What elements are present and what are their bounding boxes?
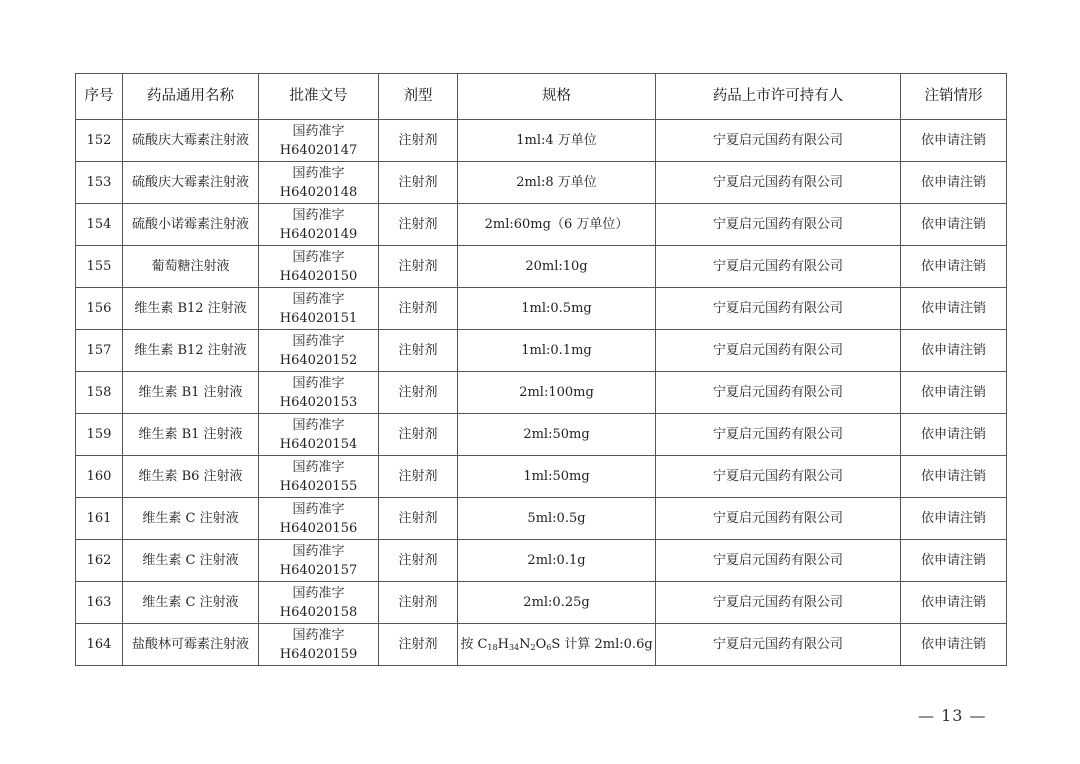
cancellation-status-cell: 依申请注销 xyxy=(901,498,1007,540)
approval-number-cell xyxy=(259,540,379,582)
license-holder-cell: 宁夏启元国药有限公司 xyxy=(656,288,901,330)
license-holder-cell: 宁夏启元国药有限公司 xyxy=(656,624,901,666)
serial-cell: 156 xyxy=(76,288,123,330)
specification-cell xyxy=(458,372,656,414)
spec-subscript: 18 xyxy=(487,643,498,652)
cancellation-status-cell: 依申请注销 xyxy=(901,120,1007,162)
license-holder-cell: 宁夏启元国药有限公司 xyxy=(656,330,901,372)
spec-text: 1ml:0.1mg xyxy=(521,343,592,358)
approval-code: H64020150 xyxy=(279,268,358,284)
approval-code: H64020148 xyxy=(279,184,358,200)
header-approval-number: 批准文号 xyxy=(259,74,379,120)
serial-cell: 152 xyxy=(76,120,123,162)
table-row xyxy=(76,246,1007,288)
spec-text: 2ml:50mg xyxy=(523,427,590,442)
header-serial: 序号 xyxy=(76,74,123,120)
cancellation-status-cell: 依申请注销 xyxy=(901,288,1007,330)
approval-prefix: 国药准字 xyxy=(292,543,345,559)
drug-name-cell: 硫酸小诺霉素注射液 xyxy=(123,204,259,246)
approval-code: H64020158 xyxy=(279,604,358,620)
spec-subscript: 34 xyxy=(508,643,520,652)
spec-text: H xyxy=(497,637,509,652)
approval-code: H64020156 xyxy=(279,520,358,536)
drug-name-cell: 维生素 C 注射液 xyxy=(123,498,259,540)
serial-cell: 154 xyxy=(76,204,123,246)
specification-cell xyxy=(458,456,656,498)
serial-cell: 158 xyxy=(76,372,123,414)
approval-prefix: 国药准字 xyxy=(292,585,345,601)
license-holder-cell: 宁夏启元国药有限公司 xyxy=(656,204,901,246)
drug-name-cell: 维生素 B1 注射液 xyxy=(123,414,259,456)
dosage-form-cell: 注射剂 xyxy=(379,162,458,204)
specification-cell xyxy=(458,414,656,456)
table-row xyxy=(76,624,1007,666)
cancellation-status-cell: 依申请注销 xyxy=(901,246,1007,288)
approval-prefix: 国药准字 xyxy=(292,459,345,475)
table-row xyxy=(76,288,1007,330)
license-holder-cell: 宁夏启元国药有限公司 xyxy=(656,582,901,624)
table-row xyxy=(76,540,1007,582)
spec-text: 1ml:4 万单位 xyxy=(516,133,597,148)
table-body xyxy=(76,120,1007,666)
drug-name-cell: 硫酸庆大霉素注射液 xyxy=(123,120,259,162)
dosage-form-cell: 注射剂 xyxy=(379,582,458,624)
approval-prefix: 国药准字 xyxy=(292,291,345,307)
serial-cell: 153 xyxy=(76,162,123,204)
approval-code: H64020152 xyxy=(279,352,358,368)
drug-name-cell: 盐酸林可霉素注射液 xyxy=(123,624,259,666)
spec-text: 2ml:60mg（6 万单位） xyxy=(484,217,629,232)
specification-cell xyxy=(458,162,656,204)
spec-text: 5ml:0.5g xyxy=(527,511,586,526)
approval-code: H64020153 xyxy=(279,394,358,410)
approval-number-cell xyxy=(259,582,379,624)
spec-text: 1ml:50mg xyxy=(523,469,590,484)
spec-text: 2ml:8 万单位 xyxy=(516,175,597,190)
cancellation-status-cell: 依申请注销 xyxy=(901,330,1007,372)
drug-name-cell: 葡萄糖注射液 xyxy=(123,246,259,288)
spec-text: 1ml:0.5mg xyxy=(521,301,592,316)
license-holder-cell: 宁夏启元国药有限公司 xyxy=(656,162,901,204)
dosage-form-cell: 注射剂 xyxy=(379,120,458,162)
approval-code: H64020154 xyxy=(279,436,358,452)
cancellation-status-cell: 依申请注销 xyxy=(901,204,1007,246)
approval-number-cell xyxy=(259,288,379,330)
spec-subscript: 6 xyxy=(546,643,552,652)
serial-cell: 163 xyxy=(76,582,123,624)
approval-code: H64020151 xyxy=(279,310,358,326)
serial-cell: 162 xyxy=(76,540,123,582)
table-row xyxy=(76,120,1007,162)
license-holder-cell: 宁夏启元国药有限公司 xyxy=(656,540,901,582)
drug-name-cell: 维生素 B12 注射液 xyxy=(123,288,259,330)
specification-cell xyxy=(458,288,656,330)
approval-code: H64020155 xyxy=(279,478,358,494)
approval-prefix: 国药准字 xyxy=(292,501,345,517)
cancellation-status-cell: 依申请注销 xyxy=(901,624,1007,666)
header-drug-name: 药品通用名称 xyxy=(123,74,259,120)
spec-subscript: 2 xyxy=(530,643,536,652)
approval-number-cell xyxy=(259,330,379,372)
header-license-holder: 药品上市许可持有人 xyxy=(656,74,901,120)
drug-name-cell: 维生素 B1 注射液 xyxy=(123,372,259,414)
drug-name-cell: 维生素 B6 注射液 xyxy=(123,456,259,498)
approval-code: H64020157 xyxy=(279,562,358,578)
dosage-form-cell: 注射剂 xyxy=(379,540,458,582)
cancellation-status-cell: 依申请注销 xyxy=(901,372,1007,414)
approval-number-cell xyxy=(259,120,379,162)
dosage-form-cell: 注射剂 xyxy=(379,288,458,330)
specification-cell xyxy=(458,330,656,372)
specification-cell xyxy=(458,498,656,540)
approval-prefix: 国药准字 xyxy=(292,417,345,433)
approval-number-cell xyxy=(259,162,379,204)
specification-cell xyxy=(458,246,656,288)
table-row xyxy=(76,372,1007,414)
table-row xyxy=(76,498,1007,540)
approval-number-cell xyxy=(259,414,379,456)
table-header-row xyxy=(76,74,1007,120)
approval-prefix: 国药准字 xyxy=(292,123,345,139)
spec-text: 2ml:100mg xyxy=(519,385,594,400)
drug-name-cell: 维生素 B12 注射液 xyxy=(123,330,259,372)
approval-code: H64020159 xyxy=(279,646,358,662)
approval-prefix: 国药准字 xyxy=(292,249,345,265)
table-row xyxy=(76,330,1007,372)
spec-text: 20ml:10g xyxy=(525,259,588,274)
license-holder-cell: 宁夏启元国药有限公司 xyxy=(656,414,901,456)
approval-number-cell xyxy=(259,624,379,666)
header-specification: 规格 xyxy=(458,74,656,120)
approval-code: H64020147 xyxy=(279,142,358,158)
table-row xyxy=(76,582,1007,624)
dosage-form-cell: 注射剂 xyxy=(379,330,458,372)
approval-code: H64020149 xyxy=(279,226,358,242)
license-holder-cell: 宁夏启元国药有限公司 xyxy=(656,246,901,288)
specification-cell xyxy=(458,204,656,246)
spec-text: 2ml:0.25g xyxy=(523,595,590,610)
drug-name-cell: 硫酸庆大霉素注射液 xyxy=(123,162,259,204)
license-holder-cell: 宁夏启元国药有限公司 xyxy=(656,120,901,162)
approval-number-cell xyxy=(259,372,379,414)
approval-number-cell xyxy=(259,246,379,288)
table-row xyxy=(76,162,1007,204)
page-number: — 13 — xyxy=(918,706,987,725)
cancellation-status-cell: 依申请注销 xyxy=(901,540,1007,582)
cancellation-status-cell: 依申请注销 xyxy=(901,456,1007,498)
serial-cell: 161 xyxy=(76,498,123,540)
spec-text: 2ml:0.1g xyxy=(527,553,586,568)
header-cancellation-status: 注销情形 xyxy=(901,74,1007,120)
cancellation-status-cell: 依申请注销 xyxy=(901,162,1007,204)
header-dosage-form: 剂型 xyxy=(379,74,458,120)
license-holder-cell: 宁夏启元国药有限公司 xyxy=(656,456,901,498)
license-holder-cell: 宁夏启元国药有限公司 xyxy=(656,372,901,414)
dosage-form-cell: 注射剂 xyxy=(379,414,458,456)
drug-cancellation-table xyxy=(75,73,1007,666)
specification-cell xyxy=(458,582,656,624)
drug-name-cell: 维生素 C 注射液 xyxy=(123,582,259,624)
specification-cell xyxy=(458,624,656,666)
approval-prefix: 国药准字 xyxy=(292,627,345,643)
cancellation-status-cell: 依申请注销 xyxy=(901,414,1007,456)
specification-cell xyxy=(458,120,656,162)
dosage-form-cell: 注射剂 xyxy=(379,498,458,540)
approval-number-cell xyxy=(259,456,379,498)
approval-prefix: 国药准字 xyxy=(292,207,345,223)
approval-number-cell xyxy=(259,204,379,246)
serial-cell: 160 xyxy=(76,456,123,498)
dosage-form-cell: 注射剂 xyxy=(379,204,458,246)
approval-prefix: 国药准字 xyxy=(292,165,345,181)
dosage-form-cell: 注射剂 xyxy=(379,456,458,498)
license-holder-cell: 宁夏启元国药有限公司 xyxy=(656,498,901,540)
serial-cell: 155 xyxy=(76,246,123,288)
serial-cell: 157 xyxy=(76,330,123,372)
table-row xyxy=(76,204,1007,246)
dosage-form-cell: 注射剂 xyxy=(379,372,458,414)
drug-name-cell: 维生素 C 注射液 xyxy=(123,540,259,582)
dosage-form-cell: 注射剂 xyxy=(379,624,458,666)
dosage-form-cell: 注射剂 xyxy=(379,246,458,288)
approval-number-cell xyxy=(259,498,379,540)
approval-prefix: 国药准字 xyxy=(292,333,345,349)
spec-text: S 计算 2ml:0.6g xyxy=(551,637,653,652)
spec-text: 按 C xyxy=(460,637,488,652)
table-row xyxy=(76,414,1007,456)
serial-cell: 159 xyxy=(76,414,123,456)
approval-prefix: 国药准字 xyxy=(292,375,345,391)
serial-cell: 164 xyxy=(76,624,123,666)
cancellation-status-cell: 依申请注销 xyxy=(901,582,1007,624)
spec-text: O xyxy=(535,637,547,652)
spec-text: N xyxy=(519,637,531,652)
specification-cell xyxy=(458,540,656,582)
table-row xyxy=(76,456,1007,498)
